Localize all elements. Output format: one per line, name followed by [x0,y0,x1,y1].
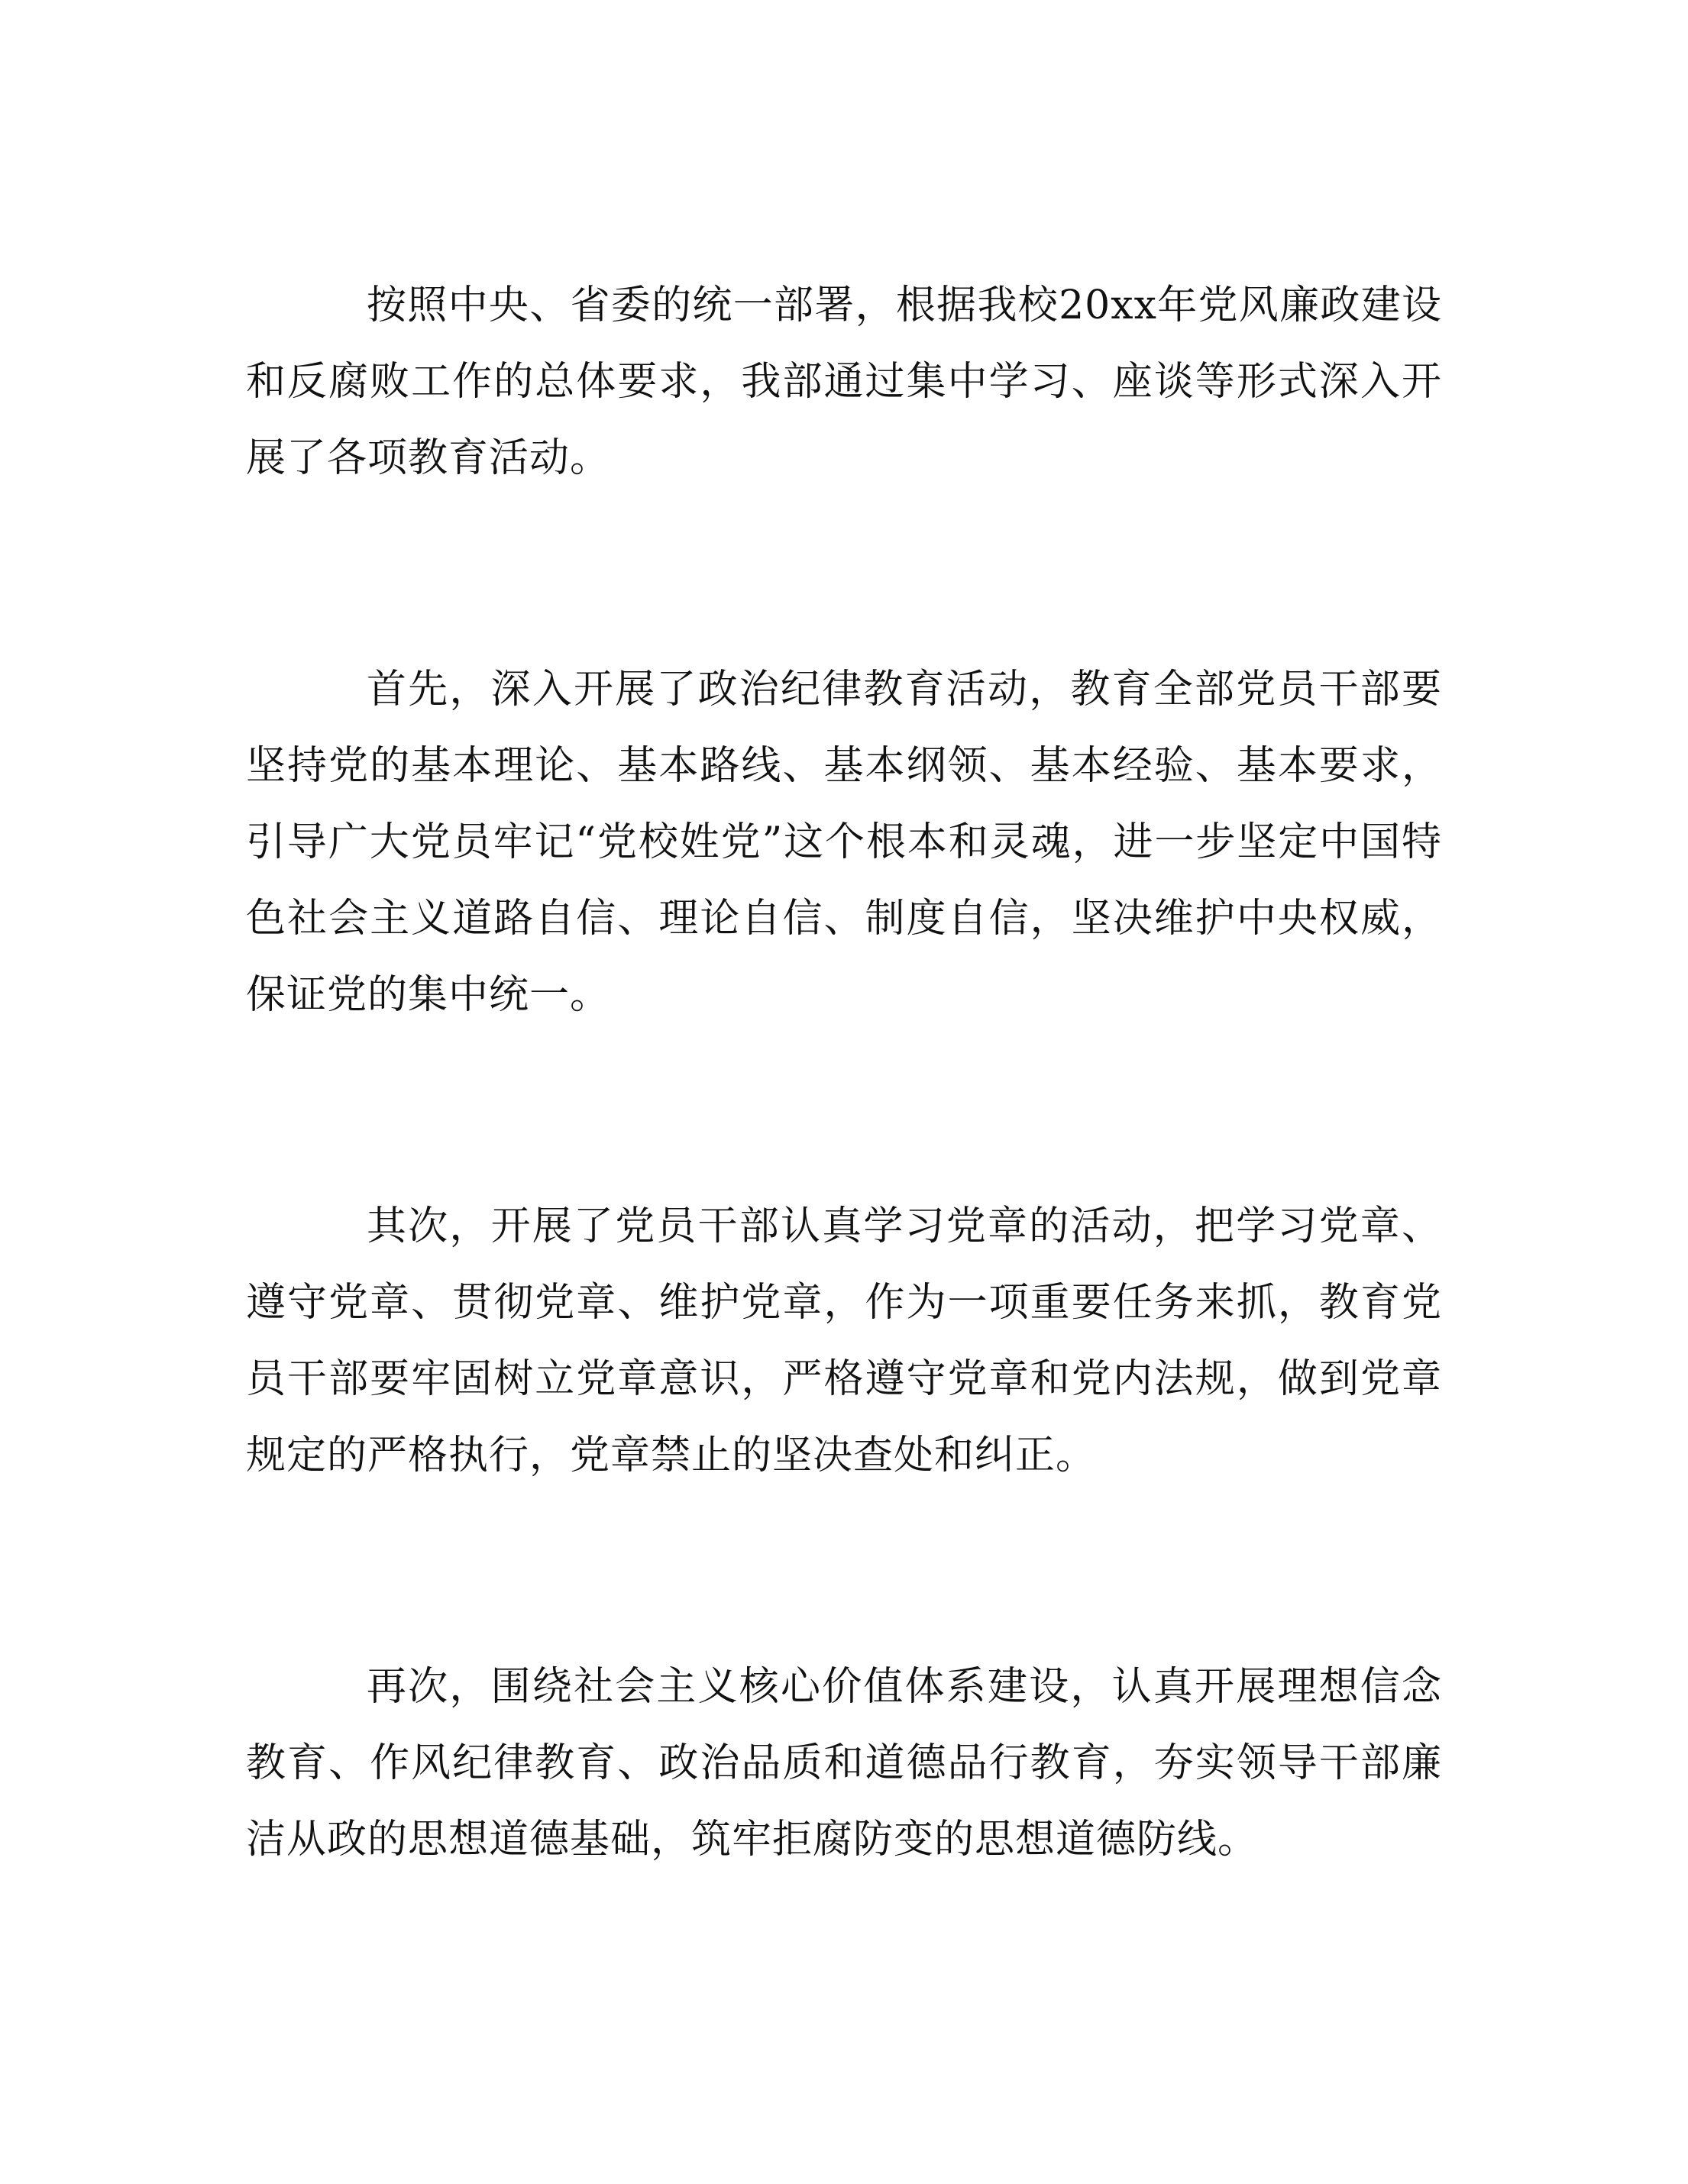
paragraph-first: 首先，深入开展了政治纪律教育活动，教育全部党员干部要坚持党的基本理论、基本路线、基本纲领、基本经验、基本要求，引导广大党员牢记“党校姓党”这个根本和灵魂，进一步坚定中国特色社会主义道路自信、理论自信、制度自信，坚决维护中央权威，保证党的集中统一。 [246,667,1442,1018]
paragraph-third: 再次，围绕社会主义核心价值体系建设，认真开展理想信念教育、作风纪律教育、政治品质和道德品行教育，夯实领导干部廉洁从政的思想道德基础，筑牢拒腐防变的思想道德防线。 [246,1664,1442,1863]
document-body [246,267,1442,1878]
paragraph-deployment: 按照中央、省委的统一部署，根据我校20xx年党风廉政建设和反腐败工作的总体要求，我部通过集中学习、座谈等形式深入开展了各项教育活动。 [246,283,1442,481]
paragraph-second: 其次，开展了党员干部认真学习党章的活动，把学习党章、遵守党章、贯彻党章、维护党章，作为一项重要任务来抓，教育党员干部要牢固树立党章意识，严格遵守党章和党内法规，做到党章规定的严格执行，党章禁止的坚决查处和纠正。 [246,1203,1442,1478]
